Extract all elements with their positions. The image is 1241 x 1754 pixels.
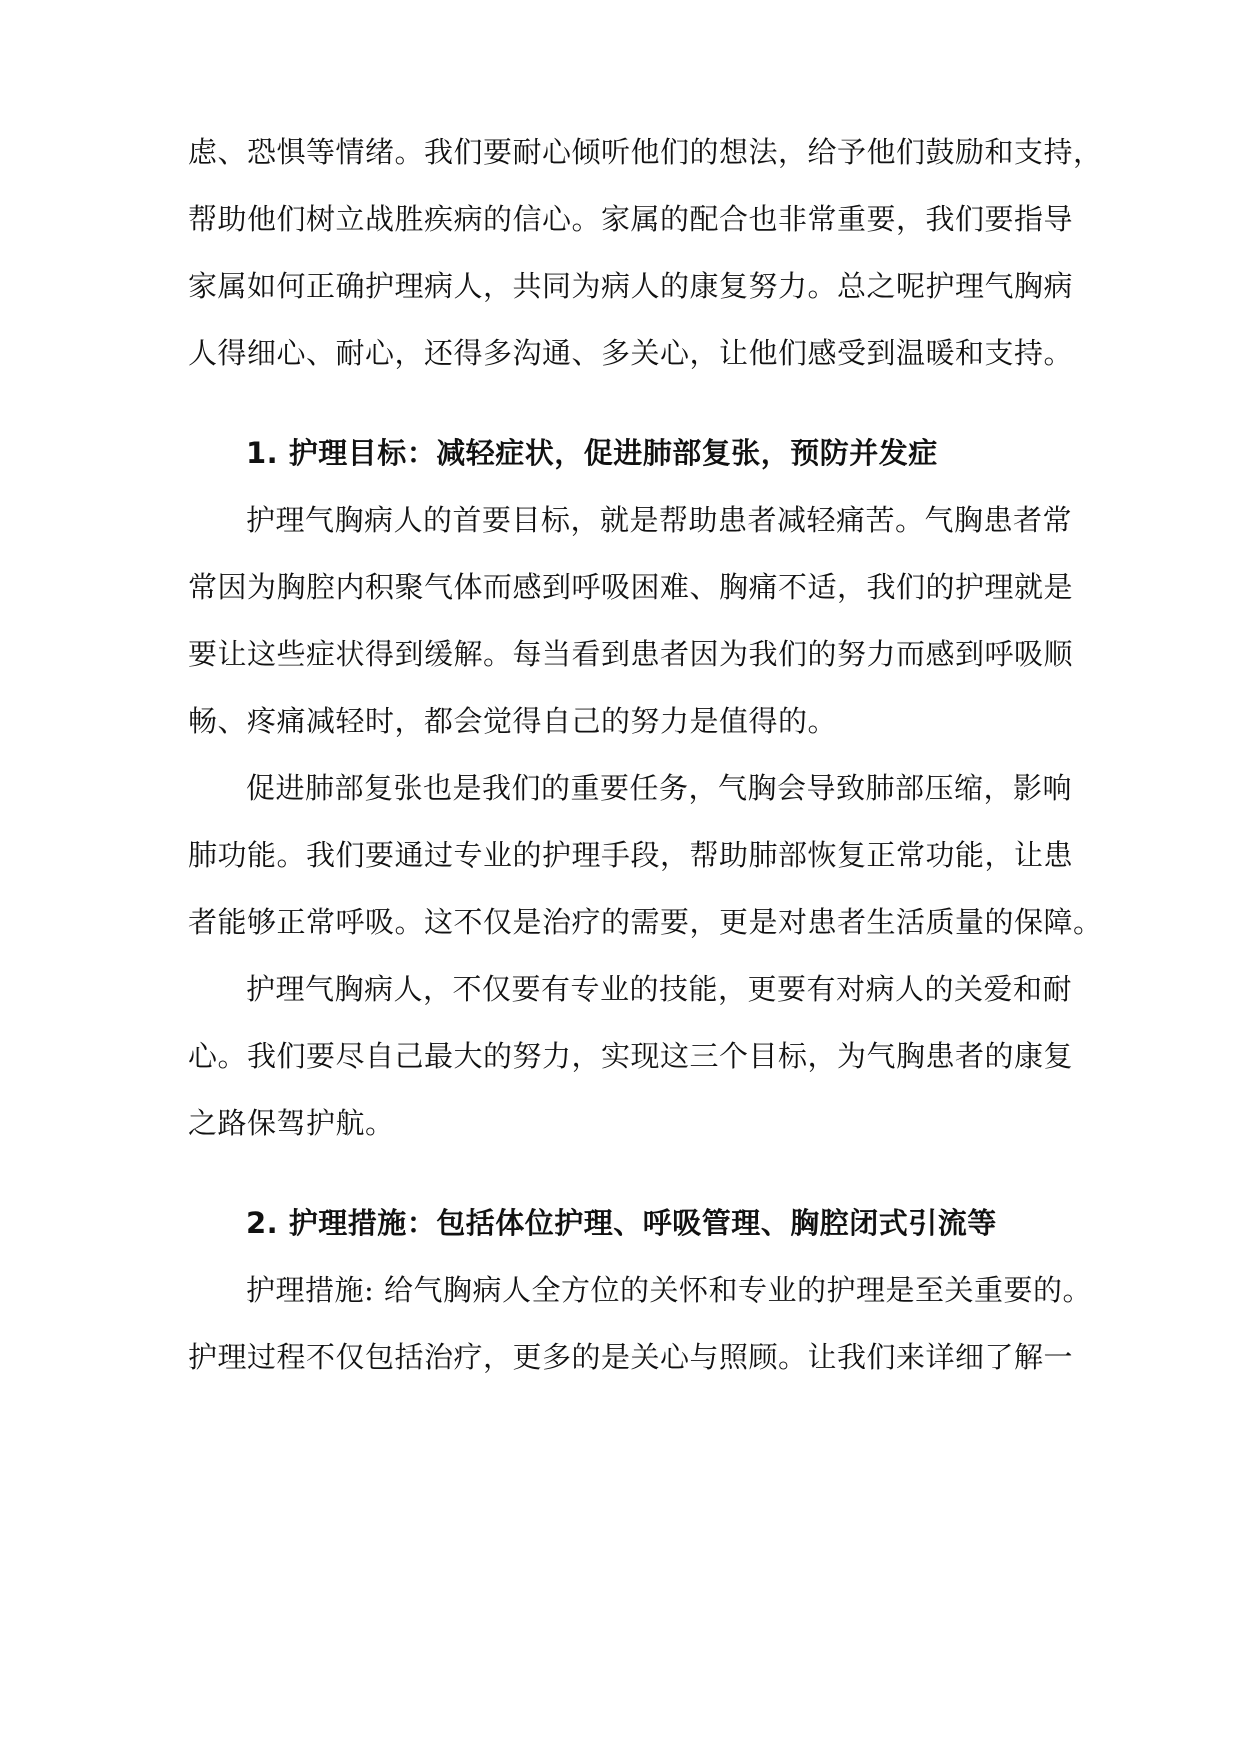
text-line: 帮助他们树立战胜疾病的信心。家属的配合也非常重要，我们要指导 — [188, 202, 1074, 236]
text-line: 护理措施: 给气胸病人全方位的关怀和专业的护理是至关重要的。 — [246, 1273, 1092, 1307]
section-heading-2: 2. 护理措施：包括体位护理、呼吸管理、胸腔闭式引流等 — [246, 1206, 997, 1240]
text-line: 者能够正常呼吸。这不仅是治疗的需要，更是对患者生活质量的保障。 — [188, 905, 1103, 939]
section-heading-1: 1. 护理目标：减轻症状，促进肺部复张，预防并发症 — [246, 436, 938, 470]
text-line: 人得细心、耐心，还得多沟通、多关心，让他们感受到温暖和支持。 — [188, 336, 1074, 370]
text-line: 家属如何正确护理病人，共同为病人的康复努力。总之呢护理气胸病 — [188, 269, 1074, 303]
text-line: 虑、恐惧等情绪。我们要耐心倾听他们的想法，给予他们鼓励和支持， — [188, 135, 1103, 169]
text-line: 护理过程不仅包括治疗，更多的是关心与照顾。让我们来详细了解一 — [188, 1340, 1074, 1374]
text-line: 畅、疼痛减轻时，都会觉得自己的努力是值得的。 — [188, 704, 838, 738]
text-line: 要让这些症状得到缓解。每当看到患者因为我们的努力而感到呼吸顺 — [188, 637, 1074, 671]
text-line: 肺功能。我们要通过专业的护理手段，帮助肺部恢复正常功能，让患 — [188, 838, 1074, 872]
text-line: 促进肺部复张也是我们的重要任务，气胸会导致肺部压缩，影响 — [246, 771, 1073, 805]
text-line: 护理气胸病人的首要目标，就是帮助患者减轻痛苦。气胸患者常 — [246, 503, 1073, 537]
text-line: 心。我们要尽自己最大的努力，实现这三个目标，为气胸患者的康复 — [188, 1039, 1074, 1073]
text-line: 护理气胸病人，不仅要有专业的技能，更要有对病人的关爱和耐 — [246, 972, 1073, 1006]
text-line: 常因为胸腔内积聚气体而感到呼吸困难、胸痛不适，我们的护理就是 — [188, 570, 1074, 604]
text-line: 之路保驾护航。 — [188, 1106, 395, 1140]
